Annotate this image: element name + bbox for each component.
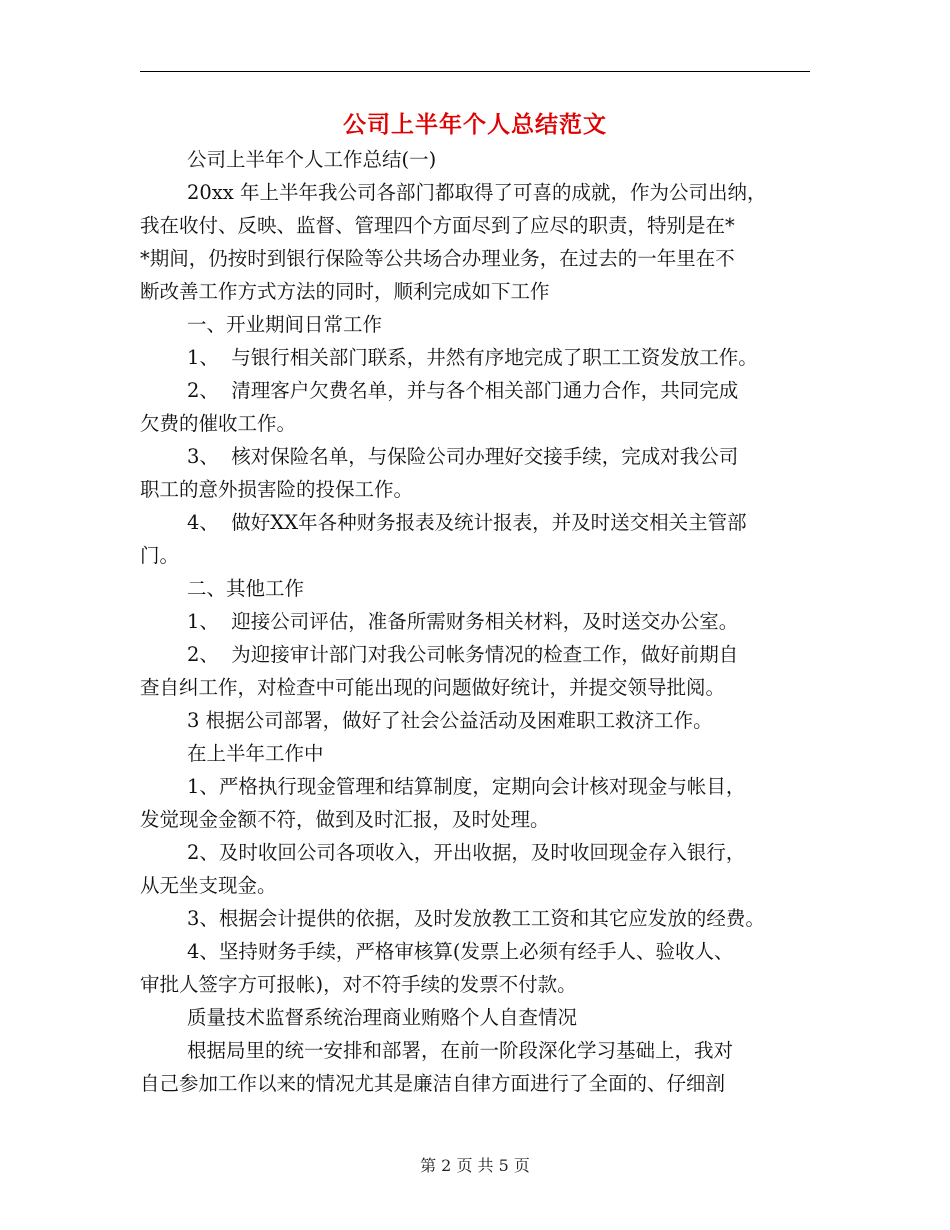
paragraph-line: 欠费的催收工作。 xyxy=(140,412,297,435)
paragraph-line: 从无坐支现金。 xyxy=(140,874,277,897)
paragraph-line: 1、 迎接公司评估，准备所需财务相关材料，及时送交办公室。 xyxy=(187,610,739,633)
paragraph-line: 在上半年工作中 xyxy=(187,742,324,765)
paragraph-line: 门。 xyxy=(140,544,180,567)
paragraph-line: 3 根据公司部署，做好了社会公益活动及困难职工救济工作。 xyxy=(187,709,713,732)
paragraph-line: 2、 为迎接审计部门对我公司帐务情况的检查工作，做好前期自 xyxy=(187,643,739,666)
paragraph-line: 2、 清理客户欠费名单，并与各个相关部门通力合作，共同完成 xyxy=(187,379,739,402)
paragraph-line: 4、 做好XX年各种财务报表及统计报表，并及时送交相关主管部 xyxy=(187,511,747,534)
paragraph-line: 20xx 年上半年我公司各部门都取得了可喜的成就，作为公司出纳， xyxy=(187,181,767,204)
paragraph-line: 查自纠工作，对检查中可能出现的问题做好统计，并提交领导批阅。 xyxy=(140,676,726,699)
paragraph-line: 公司上半年个人工作总结(一) xyxy=(187,148,437,171)
paragraph-line: 自己参加工作以来的情况尤其是廉洁自律方面进行了全面的、仔细剖 xyxy=(140,1072,726,1095)
paragraph-line: 质量技术监督系统治理商业贿赂个人自查情况 xyxy=(187,1006,578,1029)
paragraph-line: 职工的意外损害险的投保工作。 xyxy=(140,478,414,501)
page-footer: 第 2 页 共 5 页 xyxy=(420,1156,530,1175)
paragraph-line: 审批人签字方可报帐)，对不符手续的发票不付款。 xyxy=(140,973,577,996)
paragraph-line: 4、坚持财务手续，严格审核算(发票上必须有经手人、验收人、 xyxy=(187,940,734,963)
header-rule xyxy=(140,71,810,72)
paragraph-line: *期间，仍按时到银行保险等公共场合办理业务，在过去的一年里在不 xyxy=(140,247,735,270)
paragraph-line: 发觉现金金额不符，做到及时汇报，及时处理。 xyxy=(140,808,550,831)
document-body xyxy=(140,143,816,1100)
document-title: 公司上半年个人总结范文 xyxy=(343,111,607,138)
paragraph-line: 1、严格执行现金管理和结算制度，定期向会计核对现金与帐目， xyxy=(187,775,746,798)
paragraph-line: 二、其他工作 xyxy=(187,577,305,600)
paragraph-line: 断改善工作方式方法的同时，顺利完成如下工作 xyxy=(140,280,550,303)
paragraph-line: 3、根据会计提供的依据，及时发放教工工资和其它应发放的经费。 xyxy=(187,907,765,930)
paragraph-line: 3、 核对保险名单，与保险公司办理好交接手续，完成对我公司 xyxy=(187,445,739,468)
paragraph-line: 1、 与银行相关部门联系，井然有序地完成了职工工资发放工作。 xyxy=(187,346,758,369)
paragraph-line: 根据局里的统一安排和部署，在前一阶段深化学习基础上，我对 xyxy=(187,1039,734,1062)
paragraph-line: 2、及时收回公司各项收入，开出收据，及时收回现金存入银行， xyxy=(187,841,746,864)
paragraph-line: 一、开业期间日常工作 xyxy=(187,313,383,336)
paragraph-line: 我在收付、反映、监督、管理四个方面尽到了应尽的职责，特别是在* xyxy=(140,214,735,237)
